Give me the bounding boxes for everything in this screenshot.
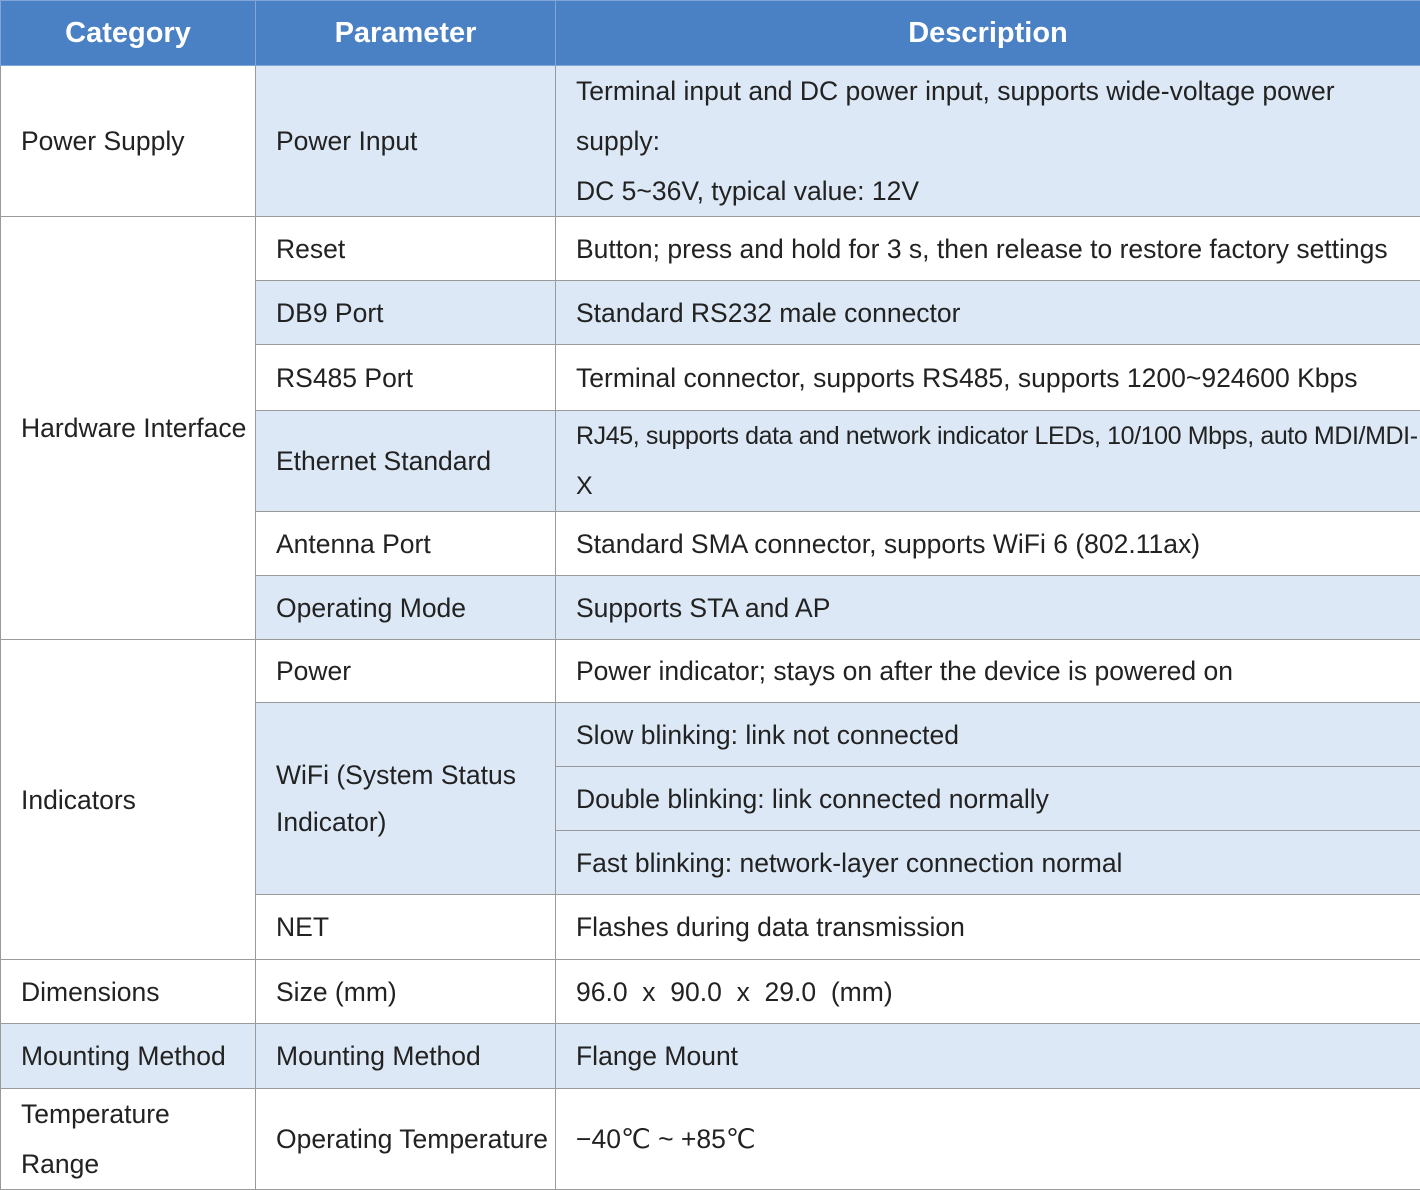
parameter-operating-mode: Operating Mode <box>256 576 556 640</box>
parameter-antenna-port: Antenna Port <box>256 512 556 576</box>
parameter-ethernet-standard: Ethernet Standard <box>256 411 556 512</box>
description-antenna-port: Standard SMA connector, supports WiFi 6 (802.11ax) <box>556 512 1420 576</box>
header-description: Description <box>556 1 1420 66</box>
table-row <box>1 1024 1420 1089</box>
parameter-line: WiFi (System Status <box>276 752 555 799</box>
description-operating-mode: Supports STA and AP <box>556 576 1420 640</box>
description-wifi-double: Double blinking: link connected normally <box>556 767 1420 831</box>
description-operating-temperature: −40℃ ~ +85℃ <box>556 1089 1420 1190</box>
parameter-rs485-port: RS485 Port <box>256 345 556 411</box>
description-wifi-slow: Slow blinking: link not connected <box>556 703 1420 767</box>
parameter-net: NET <box>256 895 556 960</box>
parameter-db9-port: DB9 Port <box>256 281 556 345</box>
category-dimensions: Dimensions <box>1 960 256 1024</box>
table-row <box>1 217 1420 281</box>
parameter-size: Size (mm) <box>256 960 556 1024</box>
category-indicators: Indicators <box>1 640 256 960</box>
table-row <box>1 1089 1420 1190</box>
description-rs485-port: Terminal connector, supports RS485, supports 1200~924600 Kbps <box>556 345 1420 411</box>
description-mounting-method: Flange Mount <box>556 1024 1420 1089</box>
parameter-power-input: Power Input <box>256 66 556 217</box>
description-line: DC 5~36V, typical value: 12V <box>576 166 1420 216</box>
table-row <box>1 960 1420 1024</box>
description-size: 96.0 x 90.0 x 29.0 (mm) <box>556 960 1420 1024</box>
table-row <box>1 66 1420 217</box>
parameter-power: Power <box>256 640 556 703</box>
description-reset: Button; press and hold for 3 s, then release to restore factory settings <box>556 217 1420 281</box>
category-temperature-range: Temperature Range <box>1 1089 256 1190</box>
parameter-mounting-method: Mounting Method <box>256 1024 556 1089</box>
description-db9-port: Standard RS232 male connector <box>556 281 1420 345</box>
header-category: Category <box>1 1 256 66</box>
description-net: Flashes during data transmission <box>556 895 1420 960</box>
description-power: Power indicator; stays on after the device is powered on <box>556 640 1420 703</box>
description-line: Terminal input and DC power input, supports wide-voltage power supply: <box>576 66 1420 166</box>
table-row <box>1 640 1420 703</box>
parameter-line: Indicator) <box>276 799 555 846</box>
category-hardware-interface: Hardware Interface <box>1 217 256 640</box>
description-ethernet-standard: RJ45, supports data and network indicator LEDs, 10/100 Mbps, auto MDI/MDI-X <box>556 411 1420 512</box>
header-parameter: Parameter <box>256 1 556 66</box>
header-row <box>1 1 1420 66</box>
description-power-input <box>556 66 1420 217</box>
category-power-supply: Power Supply <box>1 66 256 217</box>
parameter-operating-temperature: Operating Temperature <box>256 1089 556 1190</box>
description-wifi-fast: Fast blinking: network-layer connection normal <box>556 831 1420 895</box>
parameter-wifi <box>256 703 556 895</box>
parameter-reset: Reset <box>256 217 556 281</box>
category-mounting-method: Mounting Method <box>1 1024 256 1089</box>
